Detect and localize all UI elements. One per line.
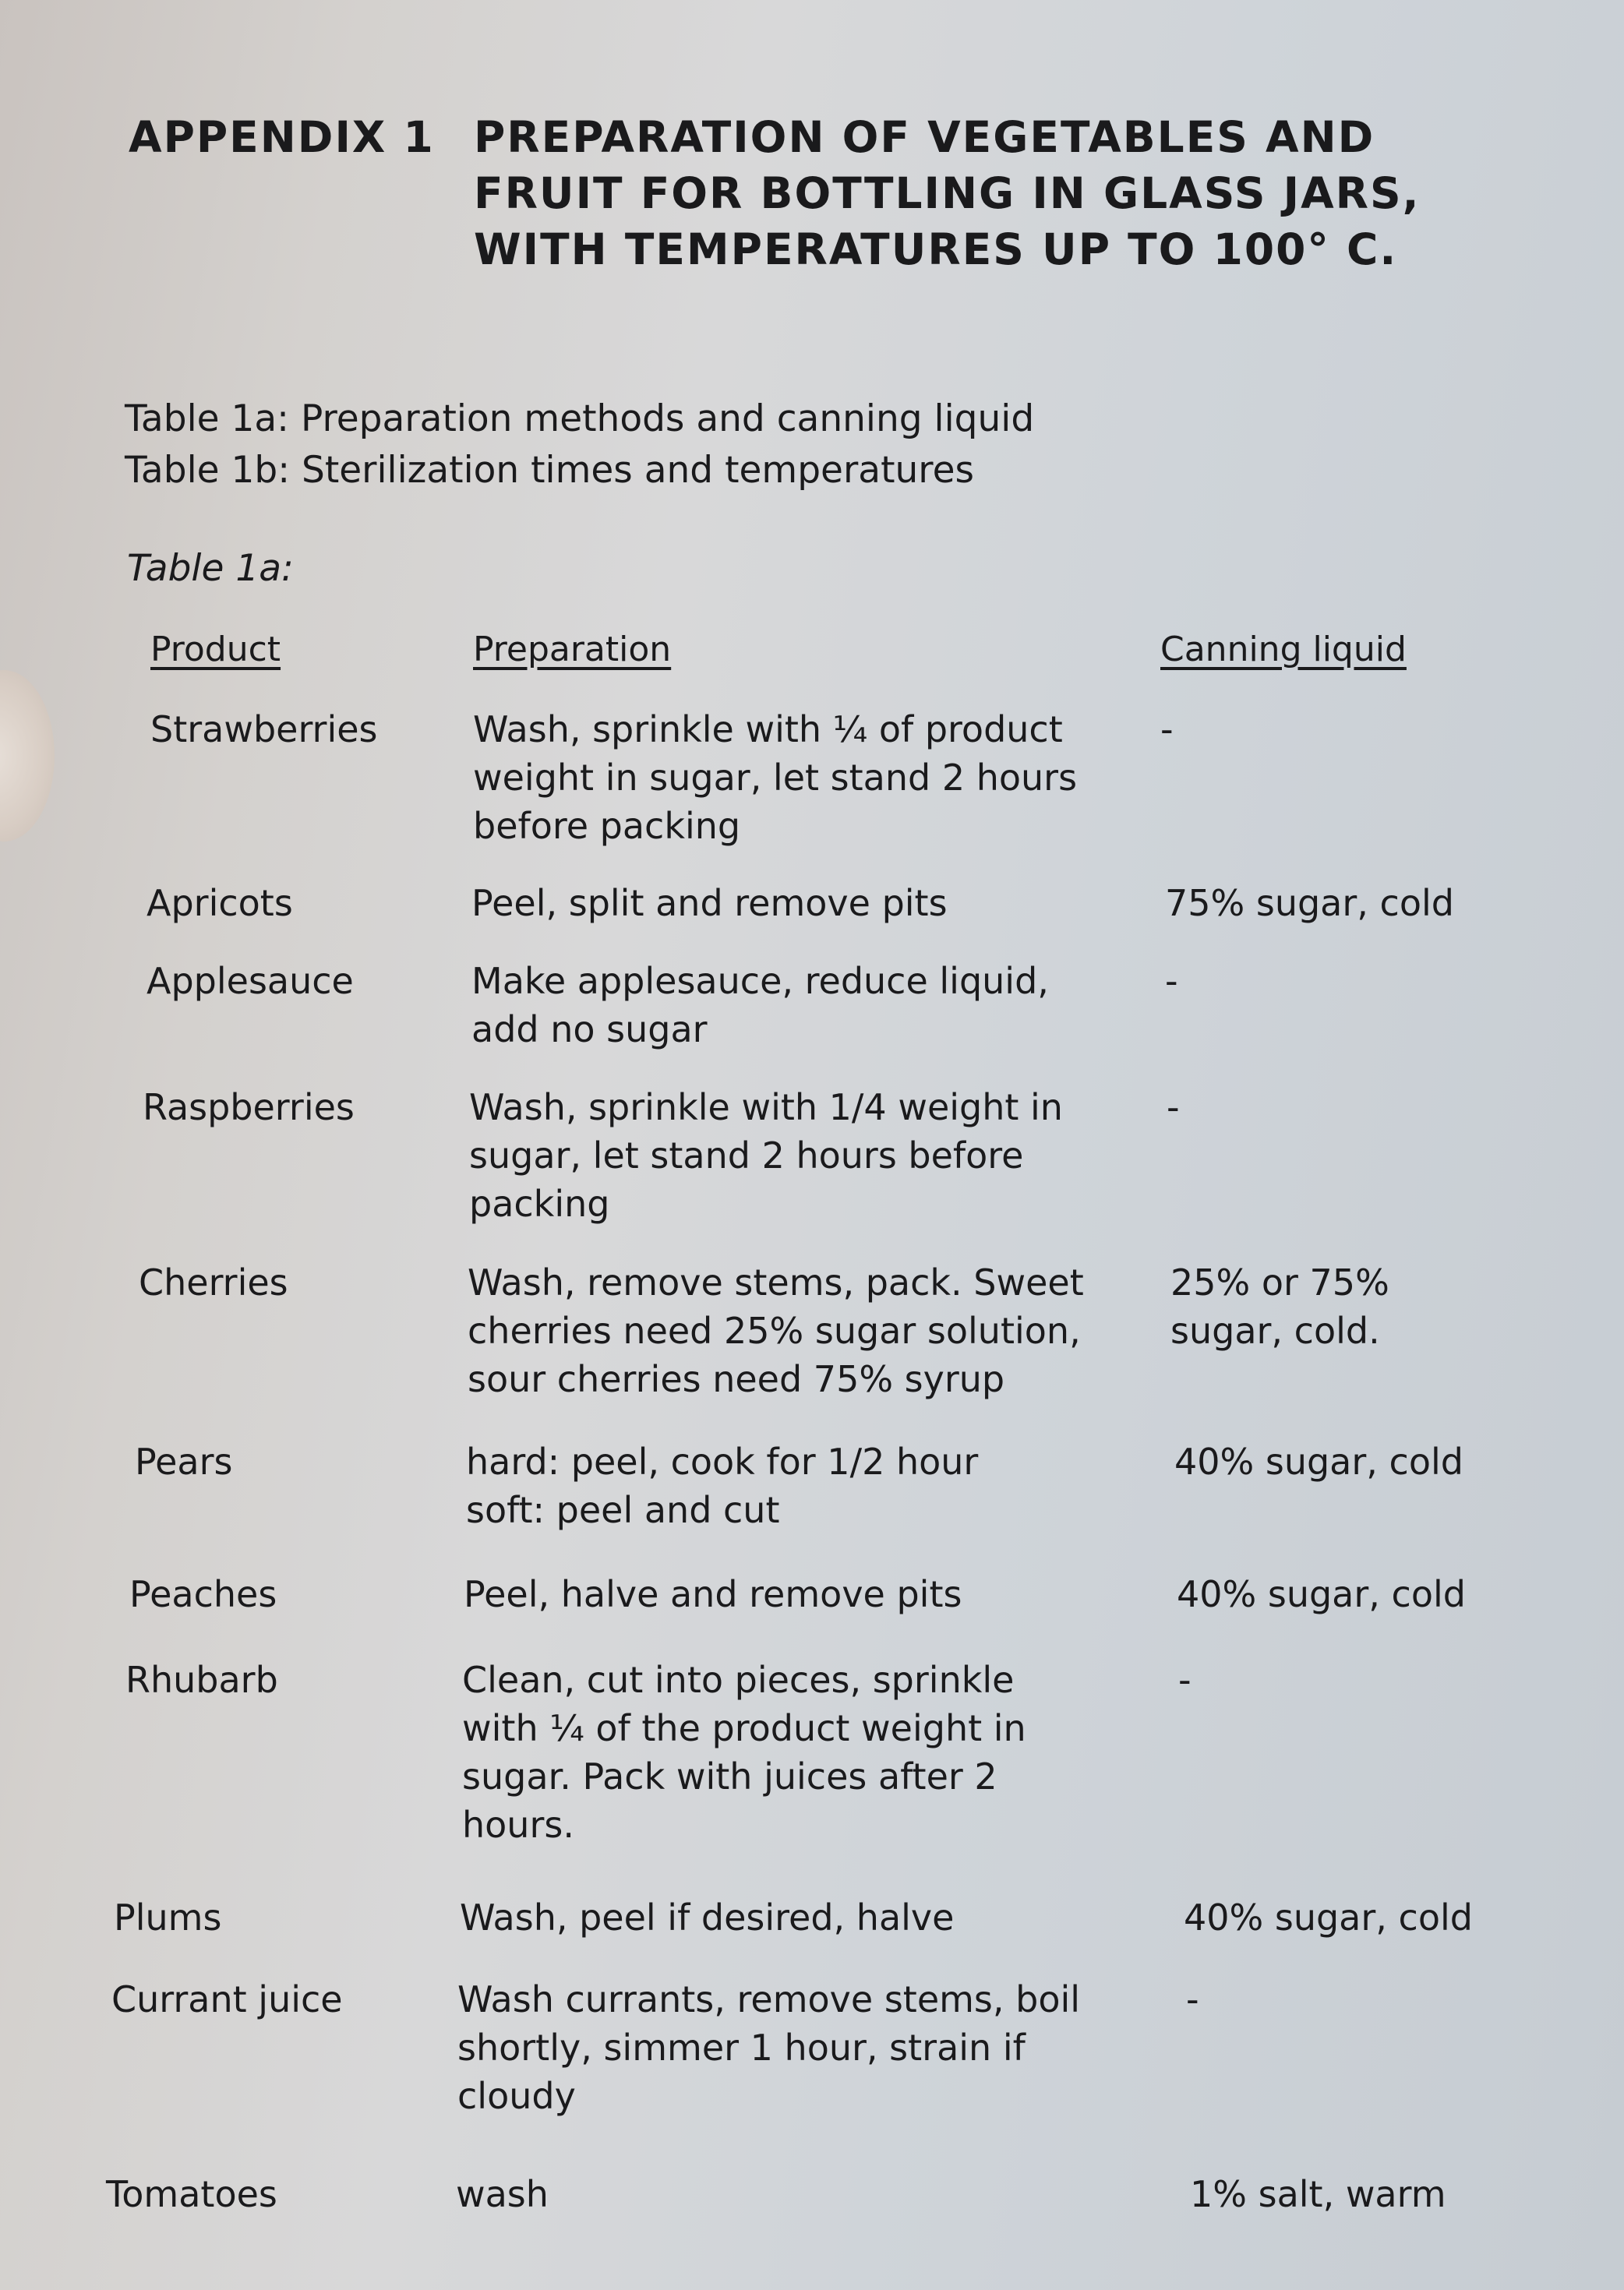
product-cell: Peaches	[129, 1573, 277, 1615]
preparation-cell: Peel, halve and remove pits	[464, 1573, 962, 1615]
preparation-cell: wash	[456, 2173, 549, 2215]
product-cell: Currant juice	[111, 1978, 343, 2020]
preparation-cell: Peel, split and remove pits	[471, 882, 948, 924]
table-reference: Table 1b: Sterilization times and temperatures	[125, 449, 974, 492]
title-line: PREPARATION OF VEGETABLES AND	[474, 112, 1375, 162]
product-cell: Applesauce	[147, 960, 354, 1002]
product-cell: Tomatoes	[106, 2173, 277, 2215]
preparation-cell: Clean, cut into pieces, sprinkle with ¼ of the product weight in sugar. Pack with juices after 2 hours.	[462, 1659, 1026, 1846]
title-line: WITH TEMPERATURES UP TO 100° C.	[474, 224, 1398, 274]
edge-object	[0, 670, 55, 842]
canning-liquid-cell: -	[1178, 1659, 1192, 1701]
appendix-label: APPENDIX 1	[129, 112, 435, 162]
preparation-cell: Wash, peel if desired, halve	[460, 1897, 955, 1939]
canning-liquid-cell: -	[1165, 960, 1178, 1002]
canning-liquid-cell: 1% salt, warm	[1190, 2173, 1446, 2215]
preparation-cell: Wash, sprinkle with 1/4 weight in sugar, let stand 2 hours before packing	[469, 1086, 1063, 1225]
canning-liquid-cell: -	[1167, 1086, 1180, 1128]
product-cell: Cherries	[139, 1261, 288, 1304]
preparation-cell: Wash, remove stems, pack. Sweet cherries need 25% sugar solution, sour cherries need 75% syrup	[468, 1261, 1084, 1400]
title-line: FRUIT FOR BOTTLING IN GLASS JARS,	[474, 168, 1421, 218]
canning-liquid-cell: 75% sugar, cold	[1165, 882, 1454, 924]
product-cell: Apricots	[147, 882, 293, 924]
product-cell: Plums	[114, 1897, 222, 1939]
preparation-cell: Wash, sprinkle with ¼ of product weight in sugar, let stand 2 hours before packing	[473, 708, 1078, 847]
table-title: Table 1a:	[127, 547, 294, 590]
canning-liquid-cell: 40% sugar, cold	[1174, 1441, 1463, 1483]
table-reference: Table 1a: Preparation methods and canning liquid	[125, 397, 1035, 440]
product-cell: Strawberries	[150, 708, 378, 750]
canning-liquid-cell: -	[1186, 1978, 1199, 2020]
product-cell: Rhubarb	[125, 1659, 278, 1701]
canning-liquid-cell: 40% sugar, cold	[1184, 1897, 1473, 1939]
product-cell: Raspberries	[143, 1086, 355, 1128]
table-references	[125, 393, 1034, 496]
column-header-canning-liquid: Canning liquid	[1160, 630, 1407, 669]
preparation-cell: hard: peel, cook for 1/2 hour soft: peel and cut	[466, 1441, 979, 1531]
column-header-preparation: Preparation	[473, 630, 672, 669]
product-cell: Pears	[135, 1441, 233, 1483]
canning-liquid-cell: 25% or 75% sugar, cold.	[1170, 1261, 1389, 1352]
appendix-title	[474, 109, 1565, 277]
canning-liquid-cell: 40% sugar, cold	[1177, 1573, 1466, 1615]
canning-liquid-cell: -	[1160, 708, 1174, 750]
preparation-cell: Wash currants, remove stems, boil shortly, simmer 1 hour, strain if cloudy	[457, 1978, 1081, 2117]
preparation-cell: Make applesauce, reduce liquid, add no sugar	[471, 960, 1049, 1050]
column-header-product: Product	[150, 630, 281, 669]
